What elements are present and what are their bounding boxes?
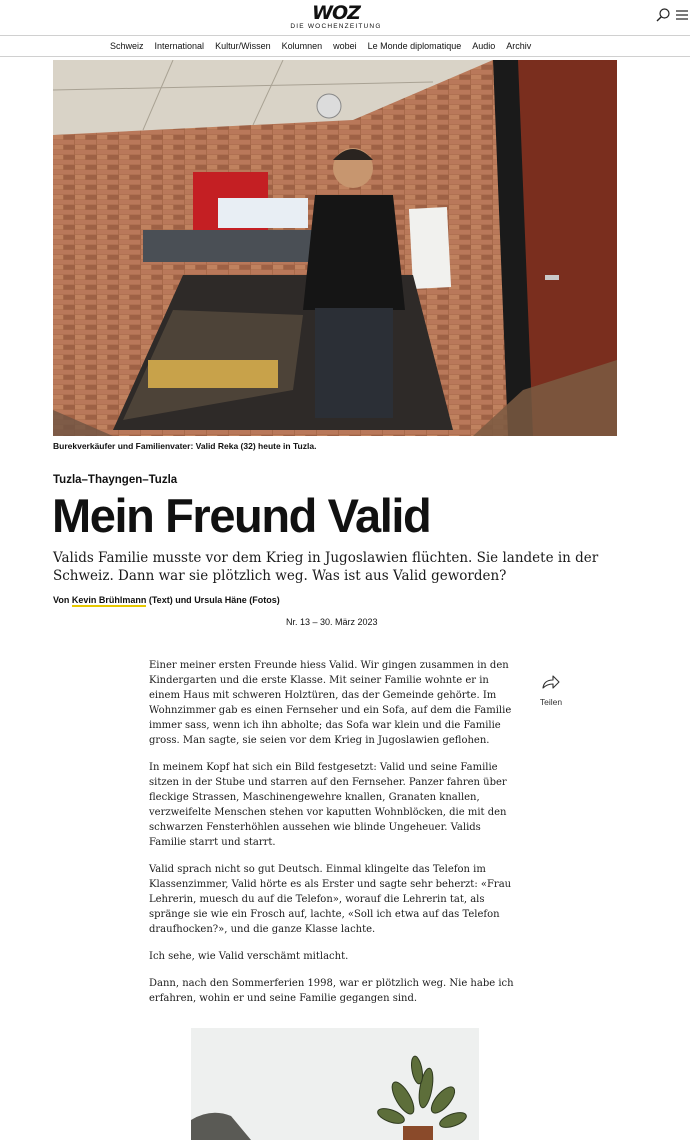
nav-item-kultur-wissen[interactable]: Kultur/Wissen — [215, 41, 271, 51]
nav-item-kolumnen[interactable]: Kolumnen — [281, 41, 323, 51]
search-icon[interactable] — [655, 7, 671, 23]
paragraph: Einer meiner ersten Freunde hiess Valid. Wir gingen zusammen in den Kindergarten und die erste Klasse. Mit seiner Familie wohnte er in einem Haus mit schweren Holztüren, das der Gemeinde gehörte. Im Wohnzimmer gab es einen Fernseher und ein Sofa, auf dem die Familie immer sass, wenn ich ihn abholte; das Sofa war klein und die Familie gross. Man sagte, sie seien vor dem Krieg in Jugoslawien geflohen. — [149, 660, 512, 746]
paragraph: Valid sprach nicht so gut Deutsch. Einmal klingelte das Telefon im Klassenzimmer, Valid hörte es als Erster und sagte sehr beherzt: «Frau Lehrerin, muesch du auf die Telefon», worauf die Lehrerin tat, als spränge sie wie ein Frosch auf, lachte, «Soll ich etwa auf das Telefon draufhocken?», und die ganze Klasse lachte. — [149, 864, 512, 935]
site-logo[interactable] — [290, 4, 382, 31]
byline-prefix: Von — [53, 595, 72, 605]
paragraph: Dann, nach den Sommerferien 1998, war er plötzlich weg. Nie habe ich erfahren, wohin er und seine Familie gegangen sind. — [149, 978, 514, 1004]
article-title: Mein Freund Valid — [52, 489, 431, 542]
nav-item-wobei[interactable]: wobei — [333, 41, 357, 51]
hero-photo — [53, 60, 617, 436]
paragraph: Ich sehe, wie Valid verschämt mitlacht. — [149, 951, 349, 962]
article-photo-2 — [191, 1028, 479, 1140]
photo-caption: Burekverkäufer und Familienvater: Valid Reka (32) heute in Tuzla. — [53, 441, 317, 451]
article-lead: Valids Familie musste vor dem Krieg in Jugoslawien flüchten. Sie landete in der Schweiz. Dann war sie plötzlich weg. Was ist aus Valid geworden? — [53, 550, 599, 584]
article-kicker: Tuzla–Thayngen–Tuzla — [53, 474, 178, 486]
paragraph: In meinem Kopf hat sich ein Bild festgesetzt: Valid und seine Familie sitzen in der Stube und starren auf den Fernseher. Panzer fahren über fleckige Strassen, Maschinengewehre knallen, Granaten knallen, verzweifelte Menschen stehen vor kaputten Wohnblöcken, die mit den schwarzen Fensterhöhlen aussehen wie blinde Ungeheuer. Valids Familie starrt und starrt. — [149, 762, 507, 848]
author-role: (Text) und — [146, 595, 195, 605]
nav-item-international[interactable]: International — [154, 41, 205, 51]
top-header — [0, 0, 690, 36]
section-nav — [0, 36, 690, 57]
author-link[interactable]: Kevin Brühlmann — [71, 595, 147, 605]
article-body — [149, 658, 521, 1018]
nav-item-le-monde-diplomatique[interactable]: Le Monde diplomatique — [367, 41, 462, 51]
share-arrow-icon — [541, 674, 561, 690]
share-button[interactable] — [536, 674, 566, 707]
nav-item-schweiz[interactable]: Schweiz — [110, 41, 144, 51]
issue-date: Nr. 13 – 30. März 2023 — [286, 617, 378, 627]
share-label: Teilen — [539, 697, 563, 707]
photographer-role: (Fotos) — [246, 595, 280, 605]
logo-wordmark: WOZ — [312, 2, 360, 24]
nav-item-audio[interactable]: Audio — [472, 41, 496, 51]
hamburger-menu-icon[interactable] — [675, 8, 689, 22]
photographer-name: Ursula Häne — [194, 595, 247, 605]
byline — [53, 595, 280, 605]
nav-item-archiv[interactable]: Archiv — [506, 41, 532, 51]
logo-subtitle: DIE WOCHENZEITUNG — [290, 23, 382, 30]
